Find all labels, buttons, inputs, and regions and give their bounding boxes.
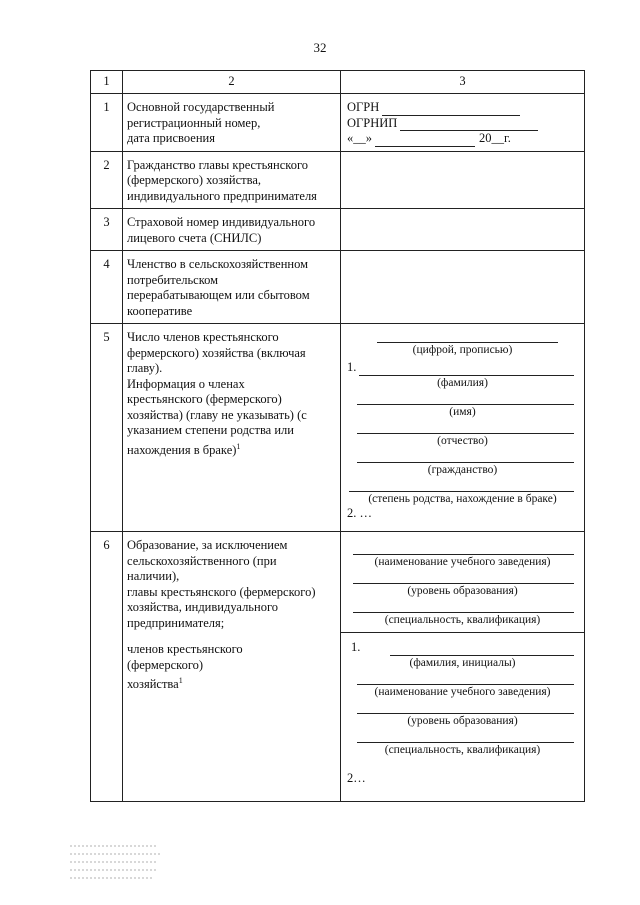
- footnote-mark: 1: [236, 441, 241, 451]
- label-line: Информация о членах: [127, 376, 245, 391]
- ogrn-label: ОГРН: [347, 100, 380, 114]
- row-value: [341, 94, 585, 152]
- row-number: 3: [91, 209, 123, 251]
- date-year: 20__г.: [479, 131, 511, 145]
- snils-value-cell[interactable]: [341, 209, 585, 251]
- label-line: Страховой номер индивидуального: [127, 215, 316, 229]
- item-number: 2…: [347, 770, 366, 785]
- row-label: [123, 532, 341, 802]
- label-line: предпринимателя;: [127, 615, 225, 630]
- item-number: 2. …: [347, 505, 372, 520]
- kinship-field[interactable]: [349, 479, 574, 492]
- label-line: членов крестьянского: [127, 642, 243, 656]
- institution2-field[interactable]: [357, 672, 574, 685]
- members-value-cell: [341, 324, 585, 532]
- table-row: [91, 94, 585, 152]
- caption-level2: (уровень образования): [407, 714, 518, 727]
- label-line: хозяйства) (главу не указывать) (с: [127, 407, 307, 422]
- table-header-row: [91, 71, 585, 94]
- header-col-2: 2: [123, 71, 341, 94]
- level2-field[interactable]: [357, 701, 574, 714]
- registration-stamp-mark: [68, 842, 163, 882]
- label-line: потребительском: [127, 272, 219, 287]
- table-row: [91, 151, 585, 209]
- label-line: главы крестьянского (фермерского): [127, 584, 316, 599]
- caption-institution: (наименование учебного заведения): [374, 556, 551, 568]
- ogrnip-label: ОГРНИП: [347, 115, 398, 130]
- caption-institution2: (наименование учебного заведения): [374, 685, 551, 698]
- label-line: Число членов крестьянского: [127, 330, 279, 344]
- row-label: [123, 251, 341, 324]
- label-line: главу).: [127, 361, 163, 375]
- header-col-1: 1: [91, 71, 123, 94]
- footnote-mark: 1: [178, 676, 183, 685]
- caption-name: (имя): [449, 405, 476, 418]
- ogrnip-field[interactable]: [400, 119, 538, 131]
- table-row: [91, 251, 585, 324]
- fio-field[interactable]: [390, 644, 574, 656]
- label-line: наличии),: [127, 569, 180, 583]
- citizenship-value-cell[interactable]: [341, 151, 585, 209]
- item-number: 1.: [351, 640, 361, 654]
- caption-specialty2: (специальность, квалификация): [384, 743, 541, 756]
- label-text: нахождения в браке): [127, 442, 237, 457]
- caption-count: (цифрой, прописью): [412, 344, 513, 356]
- row-number: 1: [91, 94, 123, 152]
- header-col-3: 3: [341, 71, 585, 94]
- row-label: [123, 324, 341, 532]
- label-line: индивидуального предпринимателя: [127, 188, 317, 203]
- label-line: Основной государственный: [127, 100, 275, 114]
- row-label: [123, 151, 341, 209]
- caption-specialty: (специальность, квалификация): [384, 614, 541, 626]
- cooperative-value-cell[interactable]: [341, 251, 585, 324]
- caption-citizenship: (гражданство): [427, 463, 498, 476]
- label-line: лицевого счета (СНИЛС): [127, 230, 262, 245]
- label-line: кооперативе: [127, 303, 193, 318]
- table-row: [91, 532, 585, 802]
- item-number: 1.: [347, 360, 357, 374]
- surname-field[interactable]: [359, 364, 574, 376]
- label-line: (фермерского) хозяйства,: [127, 173, 261, 187]
- page-number: 32: [313, 40, 327, 55]
- caption-fio: (фамилия, инициалы): [409, 656, 516, 669]
- label-line: регистрационный номер,: [127, 115, 261, 130]
- label-line: фермерского) хозяйства (включая: [127, 345, 306, 360]
- table-row: [91, 324, 585, 532]
- patronymic-field[interactable]: [357, 421, 574, 434]
- name-field[interactable]: [357, 392, 574, 405]
- caption-level: (уровень образования): [407, 585, 518, 597]
- sub-divider: [341, 632, 584, 633]
- label-line: [127, 439, 336, 459]
- label-line: [127, 673, 336, 693]
- table-row: [91, 209, 585, 251]
- date-day: «__»: [347, 131, 372, 145]
- ogrn-field[interactable]: [382, 104, 520, 116]
- date-month-field[interactable]: [375, 135, 475, 147]
- citizenship-field[interactable]: [357, 450, 574, 463]
- specialty-field[interactable]: [353, 600, 574, 613]
- label-line: Членство в сельскохозяйственном: [127, 257, 309, 271]
- row-label: [123, 209, 341, 251]
- label-line: (фермерского): [127, 657, 204, 672]
- institution-field[interactable]: [353, 542, 574, 555]
- row-number: 6: [91, 532, 123, 802]
- row-number: 2: [91, 151, 123, 209]
- label-line: дата присвоения: [127, 131, 215, 145]
- specialty2-field[interactable]: [357, 730, 574, 743]
- label-line: указанием степени родства или: [127, 423, 294, 437]
- label-line: хозяйства, индивидуального: [127, 600, 279, 614]
- label-line: крестьянского (фермерского): [127, 392, 282, 406]
- label-line: перерабатывающем или сбытовом: [127, 288, 310, 302]
- row-label: [123, 94, 341, 152]
- label-line: Образование, за исключением: [127, 538, 288, 552]
- row-number: 5: [91, 324, 123, 532]
- form-table: [90, 70, 585, 802]
- education-value-cell: [341, 532, 585, 802]
- label-line: Гражданство главы крестьянского: [127, 157, 309, 172]
- level-field[interactable]: [353, 571, 574, 584]
- count-field[interactable]: [377, 330, 558, 343]
- caption-surname: (фамилия): [437, 376, 488, 389]
- row-number: 4: [91, 251, 123, 324]
- caption-patronymic: (отчество): [437, 434, 488, 447]
- label-text: хозяйства: [127, 677, 179, 692]
- caption-kinship: (степень родства, нахождение в браке): [368, 492, 557, 505]
- label-line: сельскохозяйственного (при: [127, 553, 277, 568]
